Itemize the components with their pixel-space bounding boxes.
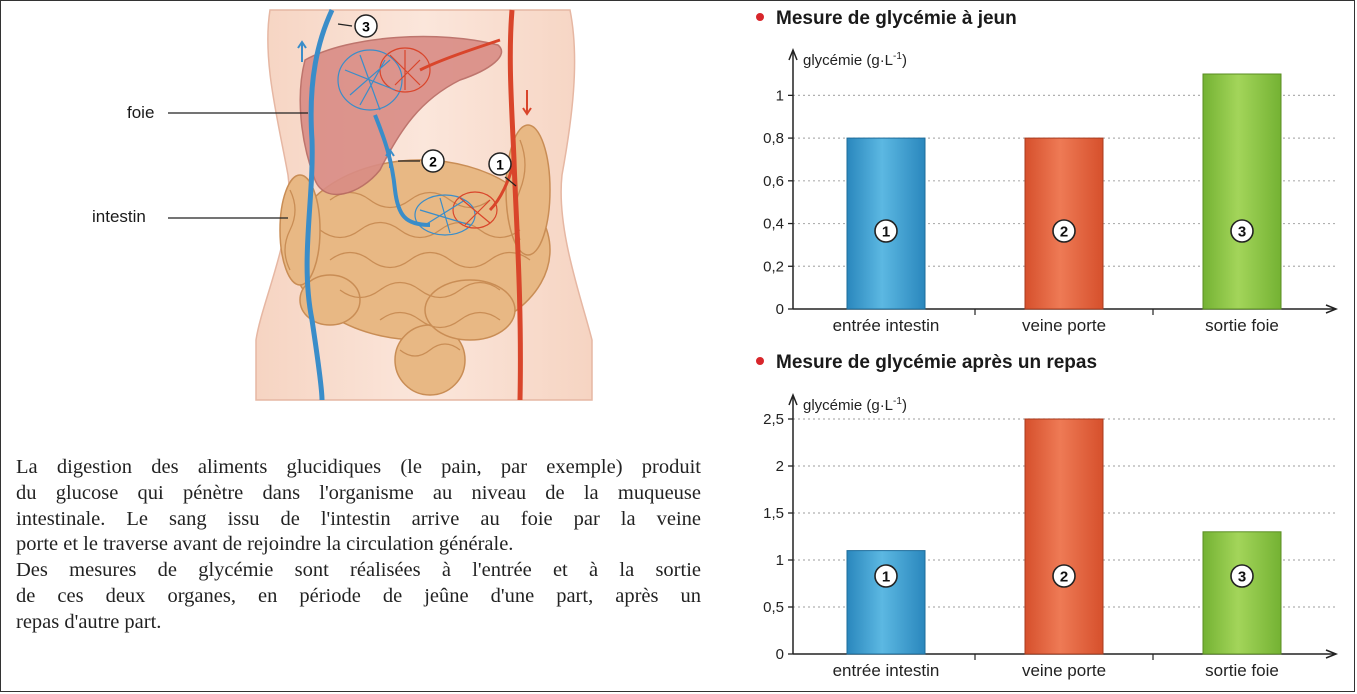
svg-text:2: 2 bbox=[429, 153, 437, 170]
x-category-label: entrée intestin bbox=[832, 661, 940, 680]
intestine-label: intestin bbox=[92, 207, 146, 226]
bullet-icon bbox=[756, 13, 764, 21]
bar-2 bbox=[1025, 419, 1103, 654]
chart-meal bbox=[750, 385, 1350, 685]
svg-text:1: 1 bbox=[496, 156, 504, 173]
y-tick-label: 1,5 bbox=[763, 505, 784, 522]
y-tick-label: 2 bbox=[775, 458, 784, 475]
y-tick-label: 2,5 bbox=[763, 411, 784, 428]
chart-meal-title bbox=[756, 352, 1097, 374]
y-tick-label: 0 bbox=[775, 301, 784, 318]
description-line: porte et le traverse avant de rejoindre la circulation générale. bbox=[16, 533, 514, 556]
description-line: de ces deux organes, en période de jeûne d'une part, après un bbox=[16, 584, 701, 607]
y-tick-label: 0 bbox=[775, 646, 784, 663]
x-category-label: sortie foie bbox=[1205, 661, 1279, 680]
y-tick-label: 1 bbox=[775, 87, 784, 105]
bar-3 bbox=[1203, 74, 1281, 309]
chart-meal-title-text: Mesure de glycémie après un repas bbox=[776, 352, 1098, 373]
bar-3 bbox=[1203, 532, 1281, 654]
y-tick-label: 1 bbox=[775, 552, 784, 569]
description-line: du glucose qui pénètre dans l'organisme au niveau de la muqueuse bbox=[16, 481, 701, 504]
y-tick-label: 0,5 bbox=[763, 599, 784, 616]
liver-label: foie bbox=[127, 103, 155, 122]
x-category-label: veine porte bbox=[1021, 661, 1107, 680]
x-category-label: veine porte bbox=[1021, 316, 1107, 335]
bar-marker-label: 2 bbox=[1059, 568, 1069, 586]
bar-marker-label: 1 bbox=[881, 568, 891, 586]
svg-text:3: 3 bbox=[362, 18, 370, 35]
marker-2 bbox=[422, 150, 444, 172]
chart-fasting-title-text: Mesure de glycémie à jeun bbox=[776, 8, 1017, 29]
y-axis-label: glycémie $(g\cdot L^{-1})$ bbox=[803, 396, 907, 414]
description-line: repas d'autre part. bbox=[16, 610, 162, 633]
description-line: Des mesures de glycémie sont réalisées à l'entrée et à la sortie bbox=[16, 559, 701, 582]
bar-marker-label: 1 bbox=[881, 223, 891, 241]
bar-marker-label: 3 bbox=[1237, 568, 1247, 586]
x-category-label: entrée intestin bbox=[832, 316, 940, 335]
bar-marker-label: 2 bbox=[1059, 223, 1069, 241]
y-tick-label: 0,8 bbox=[763, 130, 784, 148]
chart-fasting bbox=[750, 40, 1350, 340]
description-line: La digestion des aliments glucidiques (le pain, par exemple) produit bbox=[16, 456, 701, 478]
bullet-icon bbox=[756, 357, 764, 365]
x-category-label: sortie foie bbox=[1205, 316, 1279, 335]
y-tick-label: 0,6 bbox=[763, 172, 784, 190]
marker-3 bbox=[355, 15, 377, 37]
bar-marker-label: 3 bbox=[1237, 223, 1247, 241]
y-tick-label: 0,4 bbox=[763, 215, 784, 233]
chart-fasting-title bbox=[756, 8, 1017, 30]
y-axis-label: glycémie $(g\cdot L^{-1})$ bbox=[803, 51, 907, 69]
marker-1 bbox=[489, 153, 511, 175]
description-text bbox=[16, 455, 701, 636]
description-line: intestinale. Le sang issu de l'intestin arrive au foie par la veine bbox=[16, 507, 701, 530]
y-tick-label: 0,2 bbox=[763, 258, 784, 276]
